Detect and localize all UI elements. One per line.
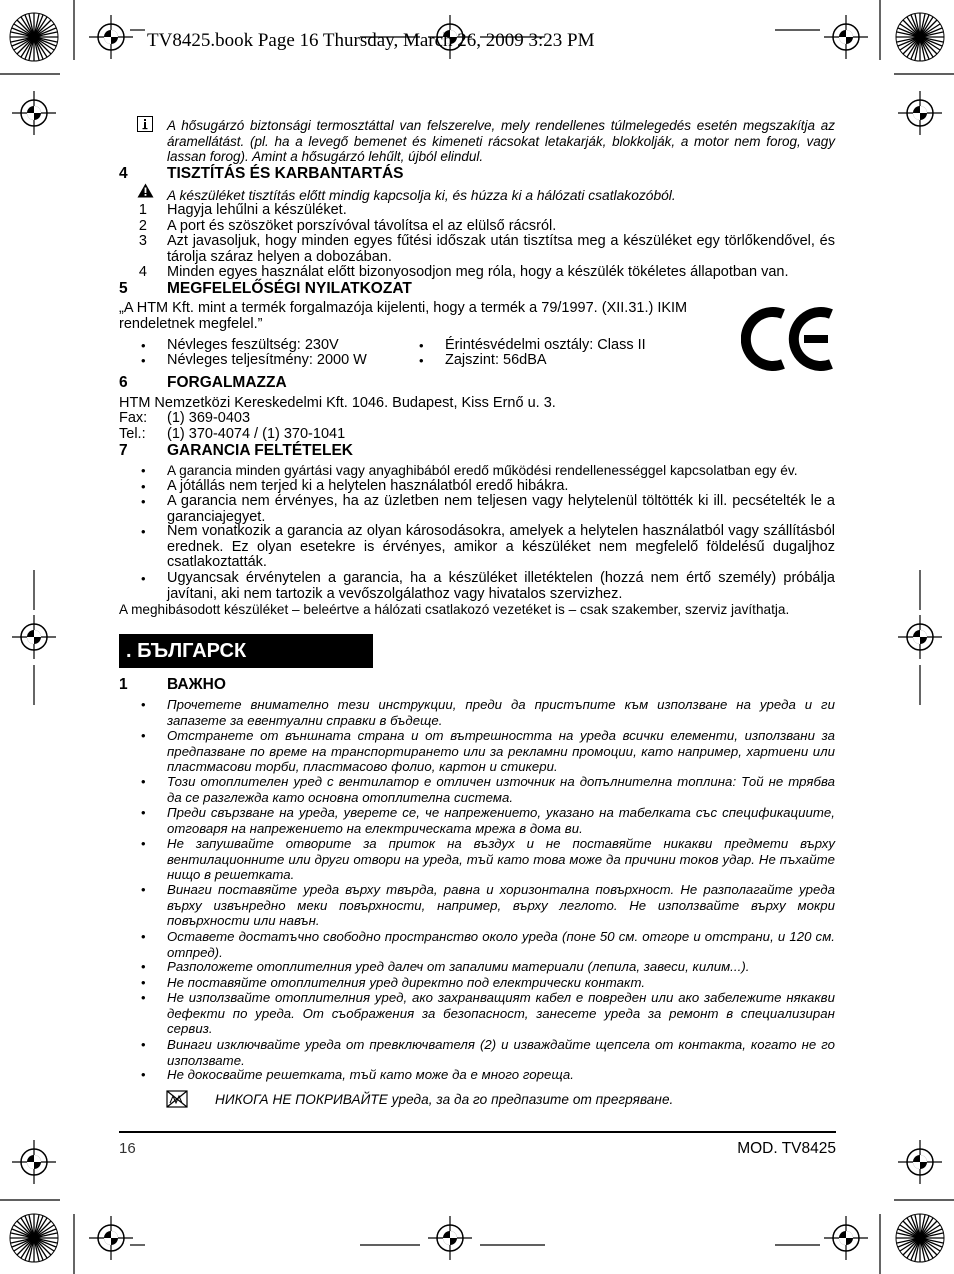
step-text: Minden egyes használat előtt bizonyosodjon meg róla, hogy a készülék tökéletes állapotban van.: [167, 264, 789, 280]
bullet: •: [141, 990, 146, 1005]
warning-icon: [137, 183, 154, 198]
section-4-number: 4: [119, 165, 128, 182]
section-5-title: MEGFELELŐSÉGI NYILATKOZAT: [167, 280, 412, 297]
bg-cover-warning: НИКОГА НЕ ПОКРИВАЙТЕ уреда, за да го предпазите от прегряване.: [215, 1092, 674, 1107]
bullet: •: [141, 697, 146, 712]
bg-safety-item: Не запушвайте отворите за приток на въздух и не поставяйте никакви предмети върху вентилационните или други отвори на уреда, тъй като това може да причини токов удар. Не пъхайте нищо в решетката.: [167, 836, 835, 882]
bg-safety-item: Не докосвайте решетката, тъй като може да е много гореща.: [167, 1067, 574, 1082]
page-number: 16: [119, 1140, 136, 1157]
bullet: •: [141, 1067, 146, 1082]
section-6-number: 6: [119, 374, 128, 391]
bg-safety-item: Не поставяйте отоплителния уред директно под електрически контакт.: [167, 975, 646, 990]
bullet: •: [141, 524, 146, 539]
bg-safety-item: Преди свързване на уреда, уверете се, че напрежението, указано на табелката със спецификациите, отговаря на напрежението на електрическата мрежа в дома ви.: [167, 805, 835, 836]
bullet: •: [141, 882, 146, 897]
bullet: •: [141, 1037, 146, 1052]
step-number: 3: [138, 233, 147, 249]
fax-number: (1) 369-0403: [167, 410, 251, 426]
bullet: •: [141, 728, 146, 743]
info-icon: [137, 116, 153, 132]
bullet: •: [141, 479, 146, 494]
bullet: •: [141, 774, 146, 789]
bg-safety-item: Винаги поставяйте уреда върху твърда, равна и хоризонтална повърхност. Не разполагайте уреда върху извънредно меки повърхности, например, върху леглото. Не използвайте върху мокри повърхности или навън.: [167, 882, 835, 928]
tel-number: (1) 370-4074 / (1) 370-1041: [167, 426, 346, 442]
bullet: •: [141, 463, 146, 478]
bullet: •: [141, 571, 146, 586]
bg-safety-item: Отстранете от външната страна и от вътрешността на уреда всички елементи, използвани за предпазване по време на транспортирането или за рекламни промоции, като например, хартиени или пластмасови торби, пластмасово фолио, картон и стикери.: [167, 728, 835, 774]
bg-section-number: 1: [119, 676, 128, 693]
step-number: 1: [138, 202, 147, 218]
spec-power: Névleges teljesítmény: 2000 W: [167, 352, 367, 368]
bg-safety-item: Този отоплителен уред с вентилатор е отличен източник на допълнителна топлина: Той не трябва да се разглежда като основна отоплителна система.: [167, 774, 835, 805]
bullet: •: [141, 929, 146, 944]
section-7-number: 7: [119, 442, 128, 459]
spec-voltage: Névleges feszültség: 230V: [167, 337, 339, 353]
bg-section-title: ВАЖНО: [167, 676, 226, 693]
bullet: •: [141, 805, 146, 820]
fax-label: Fax:: [119, 410, 148, 426]
warranty-item: A garancia minden gyártási vagy anyaghibából eredő működési rendellenességgel kapcsolatban egy év.: [167, 463, 798, 478]
section-6-title: FORGALMAZZA: [167, 374, 287, 391]
footer-rule: [119, 1131, 836, 1133]
section-4-title: TISZTÍTÁS ÉS KARBANTARTÁS: [167, 165, 404, 182]
warranty-footer: A meghibásodott készüléket – beleértve a hálózati csatlakozó vezetéket is – csak szakember, szerviz javíthatja.: [119, 602, 790, 617]
spec-protection-class: Érintésvédelmi osztály: Class II: [445, 337, 646, 353]
tel-label: Tel.:: [119, 426, 146, 442]
bg-safety-item: Прочетете внимателно тези инструкции, преди да пристъпите към използване на уреда и ги запазете за евентуални справки в бъдеще.: [167, 697, 835, 728]
bg-safety-item: Разположете отоплителния уред далеч от запалими материали (лепила, завеси, килим...).: [167, 959, 750, 974]
bullet: •: [141, 959, 146, 974]
declaration-text: „A HTM Kft. mint a termék forgalmazója kijelenti, hogy a termék a 79/1997. (XII.31.) IKIM rendeletnek megfelel.”: [119, 300, 688, 332]
section-4-warning: A készüléket tisztítás előtt mindig kapcsolja ki, és húzza ki a hálózati csatlakozóból.: [167, 188, 676, 203]
warranty-item: A garancia nem érvényes, ha az üzletben nem teljesen vagy helytelenül töltötték ki ill. pecsételték le a garanciajegyet.: [167, 493, 835, 525]
warranty-item: A jótállás nem terjed ki a helytelen használatból eredő hibákra.: [167, 478, 569, 494]
bullet: •: [141, 338, 146, 353]
ce-mark-logo: [741, 306, 836, 372]
step-text: A port és szöszöket porszívóval távolítsa el az elülső rácsról.: [167, 218, 557, 234]
step-text: Hagyja lehűlni a készüléket.: [167, 202, 347, 218]
section-7-title: GARANCIA FELTÉTELEK: [167, 442, 353, 459]
model-number: MOD. TV8425: [737, 1140, 836, 1157]
bullet: •: [141, 353, 146, 368]
step-number: 2: [138, 218, 147, 234]
step-text: Azt javasoljuk, hogy minden egyes fűtési időszak után tisztítsa meg a készüléket egy törlőkendővel, és tárolja száraz helyen a dobozában.: [167, 233, 835, 265]
spec-noise: Zajszint: 56dBA: [445, 352, 547, 368]
do-not-cover-icon: [166, 1090, 188, 1108]
bullet: •: [419, 338, 424, 353]
bullet: •: [141, 494, 146, 509]
bullet: •: [141, 975, 146, 990]
warranty-item: Ugyancsak érvénytelen a garancia, ha a készüléket illetéktelen (hozzá nem értő személy) próbálja javítani, aki nem tartozik a vevőszolgálathoz vagy hivatalos szervizhez.: [167, 570, 835, 602]
company-address: HTM Nemzetközi Kereskedelmi Kft. 1046. Budapest, Kiss Ernő u. 3.: [119, 395, 556, 411]
step-number: 4: [138, 264, 147, 280]
bullet: •: [141, 836, 146, 851]
warranty-item: Nem vonatkozik a garancia az olyan károsodásokra, amelyek a helytelen használatból vagy szállításból erednek. Ez olyan esetekre is érvényes, amikor a készüléket nem megfelelő földelésű dugaljhoz csatlakoztatták.: [167, 523, 835, 570]
bg-safety-item: Винаги изключвайте уреда от превключвателя (2) и изваждайте щепсела от контакта, когато не го използвате.: [167, 1037, 835, 1068]
language-section-bar: . БЪЛГАРСК: [119, 634, 373, 668]
bullet: •: [419, 353, 424, 368]
print-header: TV8425.book Page 16 Thursday, March 26, 2009 3:23 PM: [147, 30, 595, 51]
info-note: A hősugárzó biztonsági termosztáttal van felszerelve, mely rendellenes túlmelegedés esetén megszakítja az áramellátást. (pl. ha a levegő bemenet és kimeneti rácsokat letakarják, blokkolják, a motor nem forog, vagy lassan forog). Amint a hősugárzó lehűlt, újból elindul.: [167, 118, 835, 164]
bg-safety-item: Оставете достатъчно свободно пространство около уреда (поне 50 см. отгоре и отстрани, и 120 см. отпред).: [167, 929, 835, 960]
section-5-number: 5: [119, 280, 128, 297]
bg-safety-item: Не използвайте отоплителния уред, ако захранващият кабел е повреден или ако забележите някакви дефекти по уреда. От съображения за безопасност, занесете уреда за ремонт в специализиран сервиз.: [167, 990, 835, 1036]
